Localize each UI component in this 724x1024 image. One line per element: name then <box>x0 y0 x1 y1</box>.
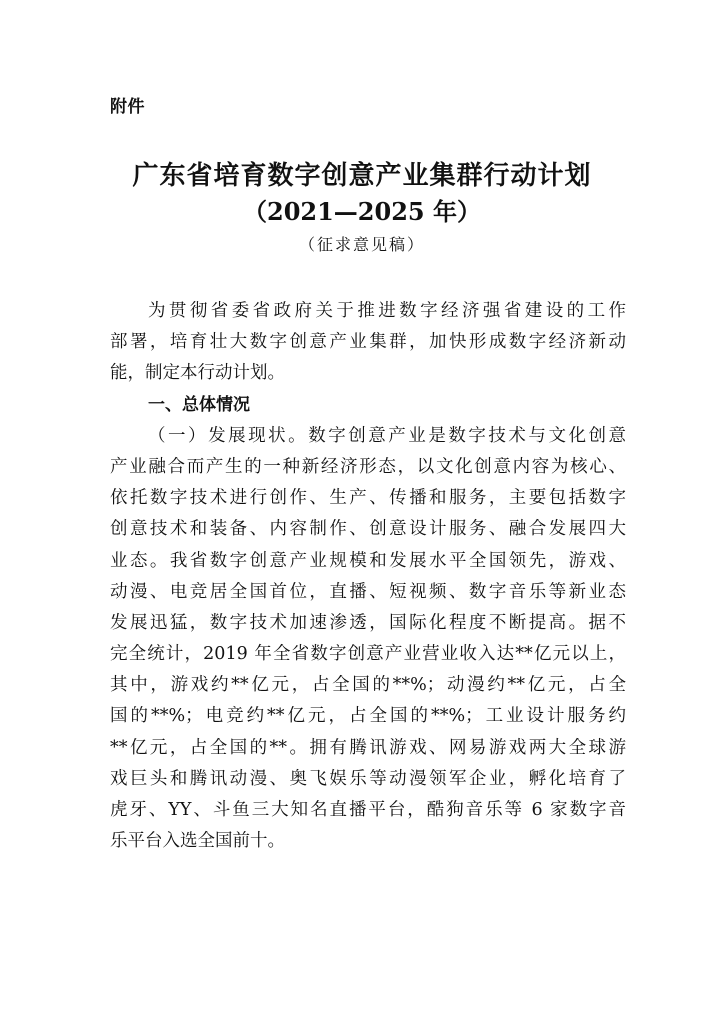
document-title: 广东省培育数字创意产业集群行动计划 <box>132 161 592 191</box>
paragraph-line: 戏巨头和腾讯动漫、奥飞娱乐等动漫领军企业，孵化培育了 <box>110 768 626 789</box>
paragraph-line: 完全统计，2019 年全省数字创意产业营业收入达**亿元以上， <box>110 644 626 665</box>
attachment-label: 附件 <box>110 97 145 117</box>
paragraph-line: 国的**%；电竞约**亿元，占全国的**%；工业设计服务约 <box>110 706 626 727</box>
paragraph-first-line <box>110 421 626 452</box>
paragraph-line: 发展迅猛，数字技术加速渗透，国际化程度不断提高。据不 <box>110 612 626 633</box>
document-body <box>110 296 626 857</box>
paragraph-line: 数字创意产业是数字技术与文化创意 <box>308 425 627 446</box>
paragraph-line: 其中，游戏约**亿元，占全国的**%；动漫约**亿元，占全 <box>110 675 626 696</box>
subsection-heading: （一）发展现状。 <box>148 425 309 446</box>
section-heading: 一、总体情况 <box>148 394 250 415</box>
paragraph-line: 虎牙、YY、斗鱼三大知名直播平台，酷狗音乐等 6 家数字音 <box>110 800 626 820</box>
paragraph-line: 创意技术和装备、内容制作、创意设计服务、融合发展四大 <box>110 519 626 540</box>
paragraph-line: 乐平台入选全国前十。 <box>110 831 285 852</box>
paragraph-line: 动漫、电竞居全国首位，直播、短视频、数字音乐等新业态 <box>110 581 626 602</box>
paragraph-line: 依托数字技术进行创作、生产、传播和服务，主要包括数字 <box>110 488 626 509</box>
draft-note: （征求意见稿） <box>298 235 425 254</box>
intro-line: 部署，培育壮大数字创意产业集群，加快形成数字经济新动 <box>110 332 626 353</box>
paragraph-line: 产业融合而产生的一种新经济形态，以文化创意内容为核心、 <box>110 456 626 477</box>
paragraph-line: **亿元，占全国的**。拥有腾讯游戏、网易游戏两大全球游 <box>110 737 626 758</box>
document-years: （2021—2025 年） <box>243 197 481 226</box>
intro-line: 为贯彻省委省政府关于推进数字经济强省建设的工作 <box>148 301 626 321</box>
intro-line: 能，制定本行动计划。 <box>110 363 285 384</box>
paragraph-line: 业态。我省数字创意产业规模和发展水平全国领先，游戏、 <box>110 550 626 571</box>
